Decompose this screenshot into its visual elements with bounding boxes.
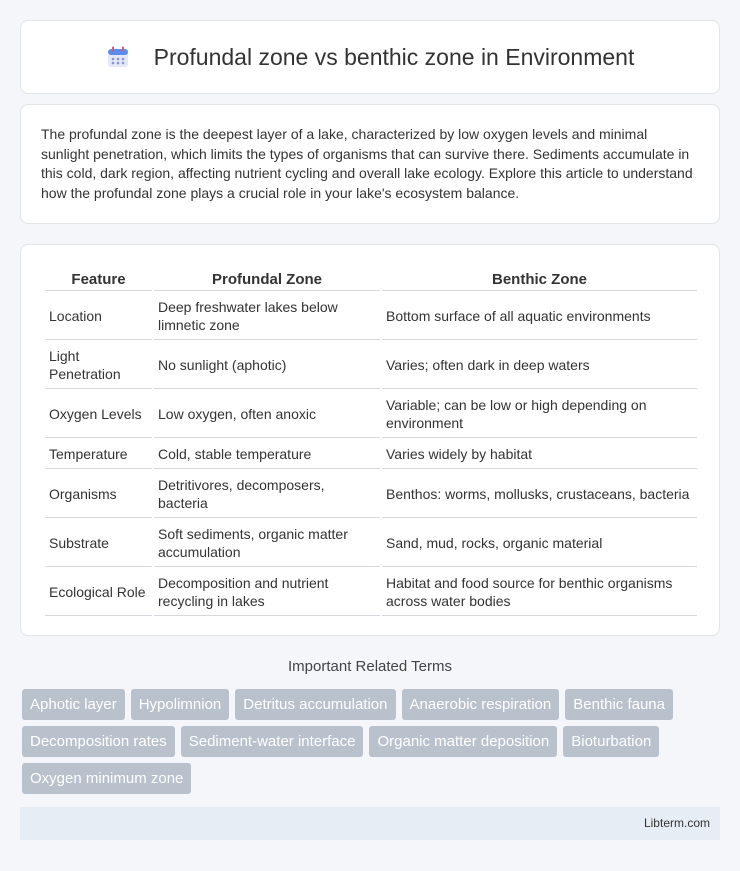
table-row bbox=[45, 520, 697, 567]
comparison-card bbox=[20, 244, 720, 636]
cell-feature: Organisms bbox=[45, 471, 152, 518]
term-tag[interactable]: Oxygen minimum zone bbox=[22, 763, 191, 794]
cell-profundal: Deep freshwater lakes below limnetic zone bbox=[154, 293, 380, 340]
header-card bbox=[20, 20, 720, 94]
table-header-row bbox=[45, 267, 697, 291]
page-title: Profundal zone vs benthic zone in Environment bbox=[153, 43, 635, 70]
related-terms-list bbox=[22, 689, 722, 794]
cell-benthic: Bottom surface of all aquatic environments bbox=[382, 293, 697, 340]
term-tag[interactable]: Sediment-water interface bbox=[181, 726, 364, 757]
cell-profundal: Cold, stable temperature bbox=[154, 440, 380, 469]
cell-feature: Substrate bbox=[45, 520, 152, 567]
cell-feature: Ecological Role bbox=[45, 569, 152, 616]
cell-benthic: Variable; can be low or high depending on environment bbox=[382, 391, 697, 438]
cell-profundal: No sunlight (aphotic) bbox=[154, 342, 380, 389]
table-row bbox=[45, 391, 697, 438]
cell-profundal: Decomposition and nutrient recycling in lakes bbox=[154, 569, 380, 616]
term-tag[interactable]: Decomposition rates bbox=[22, 726, 175, 757]
cell-benthic: Habitat and food source for benthic organisms across water bodies bbox=[382, 569, 697, 616]
term-tag[interactable]: Benthic fauna bbox=[565, 689, 673, 720]
header-profundal: Profundal Zone bbox=[154, 267, 380, 291]
header-benthic: Benthic Zone bbox=[382, 267, 697, 291]
table-row bbox=[45, 342, 697, 389]
cell-benthic: Varies; often dark in deep waters bbox=[382, 342, 697, 389]
cell-benthic: Varies widely by habitat bbox=[382, 440, 697, 469]
comparison-table bbox=[43, 265, 699, 618]
related-terms-title: Important Related Terms bbox=[288, 658, 452, 675]
footer-site-link[interactable]: Libterm.com bbox=[643, 816, 710, 830]
cell-feature: Location bbox=[45, 293, 152, 340]
footer bbox=[20, 807, 720, 840]
intro-card bbox=[20, 104, 720, 224]
intro-text: The profundal zone is the deepest layer of a lake, characterized by low oxygen levels and minimal sunlight penetration, which limits the types of organisms that can survive there. Sediments accumulate in this cold, dark region, affecting nutrient cycling and overall lake ecology. Explore this article to understand how the profundal zone plays a crucial role in your lake's ecosystem balance. bbox=[41, 126, 693, 201]
term-tag[interactable]: Aphotic layer bbox=[22, 689, 125, 720]
term-tag[interactable]: Detritus accumulation bbox=[235, 689, 395, 720]
header-feature: Feature bbox=[45, 267, 152, 291]
cell-benthic: Sand, mud, rocks, organic material bbox=[382, 520, 697, 567]
term-tag[interactable]: Organic matter deposition bbox=[369, 726, 557, 757]
cell-profundal: Detritivores, decomposers, bacteria bbox=[154, 471, 380, 518]
cell-benthic: Benthos: worms, mollusks, crustaceans, bacteria bbox=[382, 471, 697, 518]
cell-feature: Oxygen Levels bbox=[45, 391, 152, 438]
term-tag[interactable]: Hypolimnion bbox=[131, 689, 230, 720]
cell-feature: Light Penetration bbox=[45, 342, 152, 389]
term-tag[interactable]: Bioturbation bbox=[563, 726, 659, 757]
calendar-icon bbox=[106, 45, 130, 69]
term-tag[interactable]: Anaerobic respiration bbox=[402, 689, 560, 720]
cell-profundal: Soft sediments, organic matter accumulation bbox=[154, 520, 380, 567]
table-row bbox=[45, 471, 697, 518]
table-row bbox=[45, 440, 697, 469]
table-row bbox=[45, 293, 697, 340]
cell-profundal: Low oxygen, often anoxic bbox=[154, 391, 380, 438]
cell-feature: Temperature bbox=[45, 440, 152, 469]
table-row bbox=[45, 569, 697, 616]
